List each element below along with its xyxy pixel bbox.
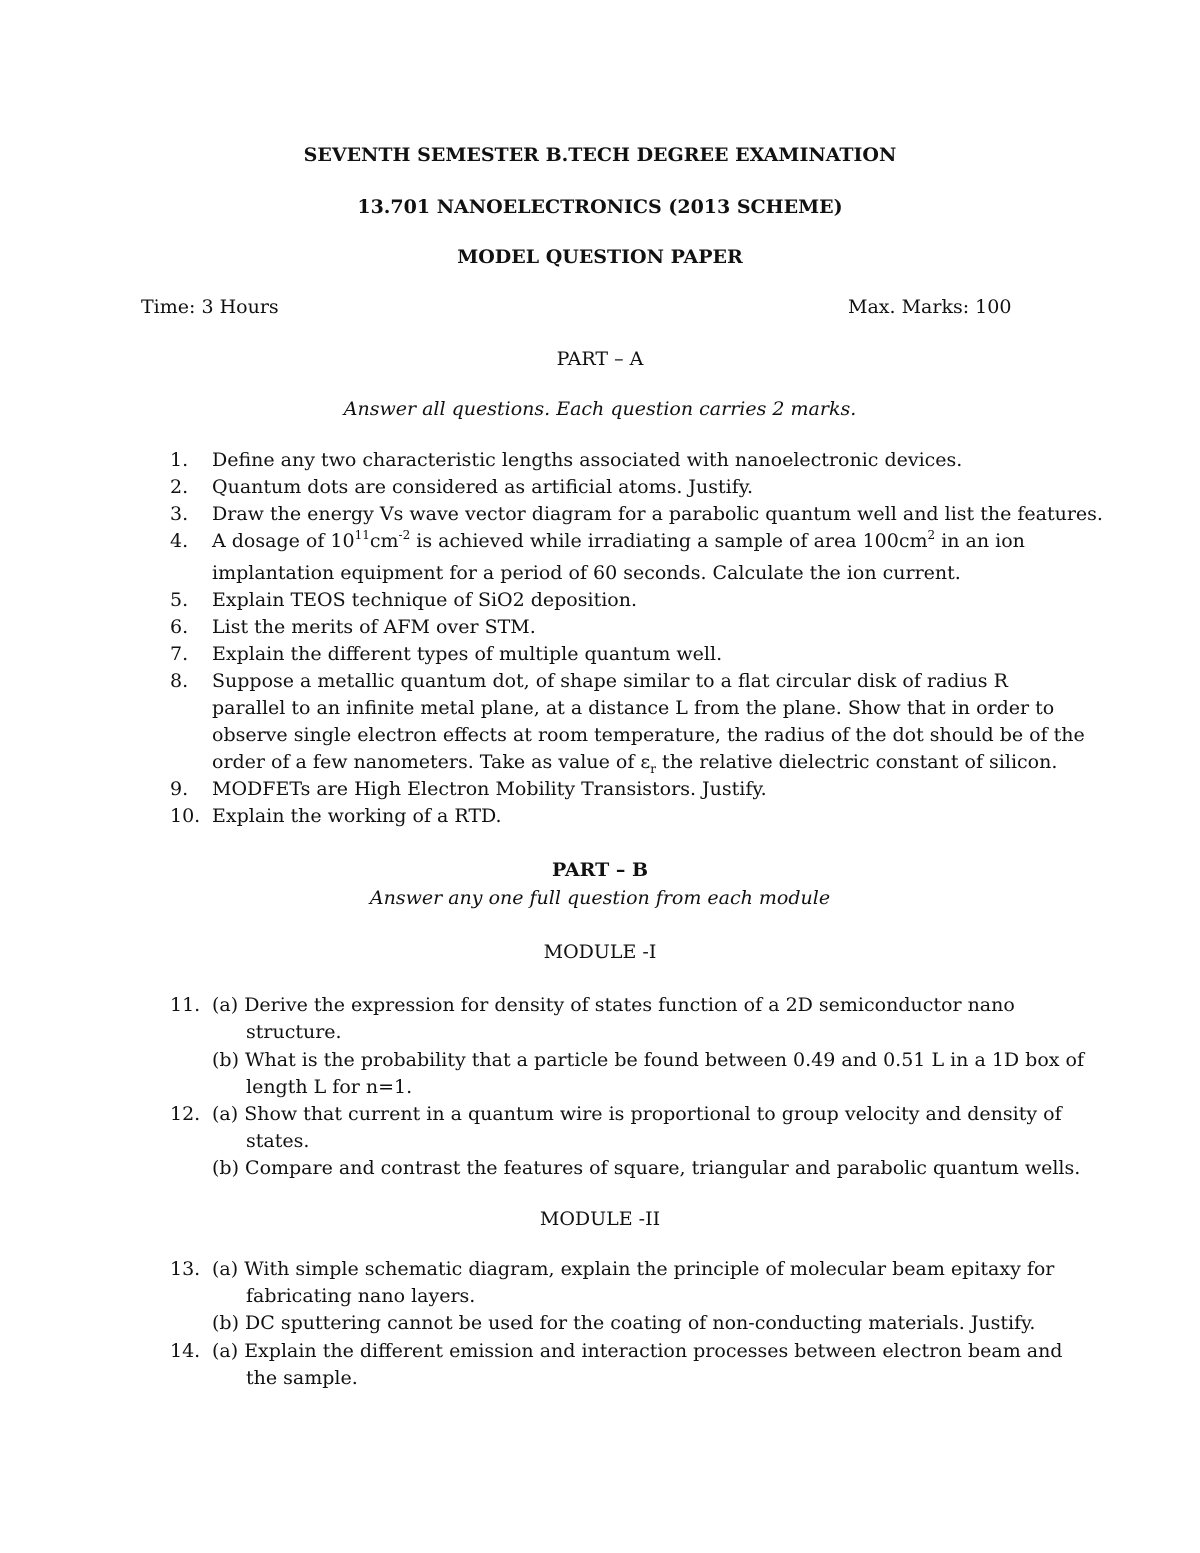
question-text: Explain TEOS technique of SiO2 deposition. bbox=[212, 589, 638, 611]
question-13a-continuation: fabricating nano layers. bbox=[246, 1285, 476, 1307]
question-text: List the merits of AFM over STM. bbox=[212, 616, 536, 638]
question-12 bbox=[170, 1103, 1110, 1131]
question-text: Suppose a metallic quantum dot, of shape similar to a flat circular disk of radius R bbox=[212, 670, 1008, 692]
question-number: 3. bbox=[170, 503, 189, 525]
question-number: 13. bbox=[170, 1258, 201, 1280]
module-1-title: MODULE -I bbox=[543, 941, 657, 963]
question-number: 1. bbox=[170, 449, 189, 471]
question-text: Quantum dots are considered as artificial atoms. Justify. bbox=[212, 476, 754, 498]
question-number: 8. bbox=[170, 670, 189, 692]
question-14 bbox=[170, 1340, 1110, 1368]
module-2-title: MODULE -II bbox=[539, 1208, 661, 1230]
time-label: Time: 3 Hours bbox=[141, 296, 279, 318]
part-a-title: PART – A bbox=[556, 348, 644, 370]
question-4-continuation: implantation equipment for a period of 60 seconds. Calculate the ion current. bbox=[212, 562, 961, 584]
question-text: Define any two characteristic lengths associated with nanoelectronic devices. bbox=[212, 449, 963, 471]
question-number: 7. bbox=[170, 643, 189, 665]
question-number: 6. bbox=[170, 616, 189, 638]
question-part-a: (a) Explain the different emission and interaction processes between electron beam and bbox=[212, 1340, 1063, 1362]
question-8 bbox=[170, 670, 1110, 698]
question-14a-continuation: the sample. bbox=[246, 1367, 358, 1389]
question-number: 9. bbox=[170, 778, 189, 800]
question-number: 12. bbox=[170, 1103, 201, 1125]
question-part-a: (a) Show that current in a quantum wire is proportional to group velocity and density of bbox=[212, 1103, 1062, 1125]
paper-type: MODEL QUESTION PAPER bbox=[457, 246, 743, 268]
question-13-part-b: (b) DC sputtering cannot be used for the coating of non-conducting materials. Justify. bbox=[212, 1312, 1036, 1334]
question-text: A dosage of $10^{11}cm^{-2}$ is achieved while irradiating a sample of area $100cm^2$ in an ion bbox=[212, 527, 1025, 552]
question-1 bbox=[170, 449, 1110, 477]
question-text: Explain the different types of multiple quantum well. bbox=[212, 643, 723, 665]
question-6 bbox=[170, 616, 1110, 644]
question-number: 5. bbox=[170, 589, 189, 611]
question-3 bbox=[170, 503, 1110, 531]
question-13 bbox=[170, 1258, 1110, 1286]
question-text: Draw the energy Vs wave vector diagram for a parabolic quantum well and list the features. bbox=[212, 503, 1103, 525]
question-11a-continuation: structure. bbox=[246, 1021, 342, 1043]
question-11b-continuation: length L for n=1. bbox=[246, 1076, 413, 1098]
question-number: 4. bbox=[170, 530, 189, 552]
part-b-title: PART – B bbox=[551, 859, 649, 881]
question-7 bbox=[170, 643, 1110, 671]
question-10 bbox=[170, 805, 1110, 833]
question-12a-continuation: states. bbox=[246, 1130, 310, 1152]
question-5 bbox=[170, 589, 1110, 617]
question-11-part-b: (b) What is the probability that a particle be found between 0.49 and 0.51 L in a 1D box of bbox=[212, 1049, 1085, 1071]
question-part-a: (a) Derive the expression for density of states function of a 2D semiconductor nano bbox=[212, 994, 1015, 1016]
question-number: 2. bbox=[170, 476, 189, 498]
question-2 bbox=[170, 476, 1110, 504]
question-8-line-3: observe single electron effects at room temperature, the radius of the dot should be of the bbox=[212, 724, 1085, 746]
question-text: MODFETs are High Electron Mobility Transistors. Justify. bbox=[212, 778, 767, 800]
question-text: Explain the working of a RTD. bbox=[212, 805, 502, 827]
question-number: 11. bbox=[170, 994, 201, 1016]
max-marks-label: Max. Marks: 100 bbox=[848, 296, 1012, 318]
question-part-a: (a) With simple schematic diagram, explain the principle of molecular beam epitaxy for bbox=[212, 1258, 1055, 1280]
part-b-instruction: Answer any one full question from each module bbox=[369, 887, 831, 909]
part-a-instruction: Answer all questions. Each question carries 2 marks. bbox=[343, 398, 857, 420]
question-number: 10. bbox=[170, 805, 201, 827]
question-8-line-2: parallel to an infinite metal plane, at a distance L from the plane. Show that in order to bbox=[212, 697, 1055, 719]
exam-title: SEVENTH SEMESTER B.TECH DEGREE EXAMINATION bbox=[303, 144, 897, 166]
question-12-part-b: (b) Compare and contrast the features of square, triangular and parabolic quantum wells. bbox=[212, 1157, 1081, 1179]
question-number: 14. bbox=[170, 1340, 201, 1362]
question-4 bbox=[170, 527, 1110, 558]
question-11 bbox=[170, 994, 1110, 1022]
course-title: 13.701 NANOELECTRONICS (2013 SCHEME) bbox=[357, 196, 843, 218]
question-8-line-4: order of a few nanometers. Take as value of $\varepsilon_r$ the relative dielectric constant of silicon. bbox=[212, 751, 1058, 776]
question-9 bbox=[170, 778, 1110, 806]
